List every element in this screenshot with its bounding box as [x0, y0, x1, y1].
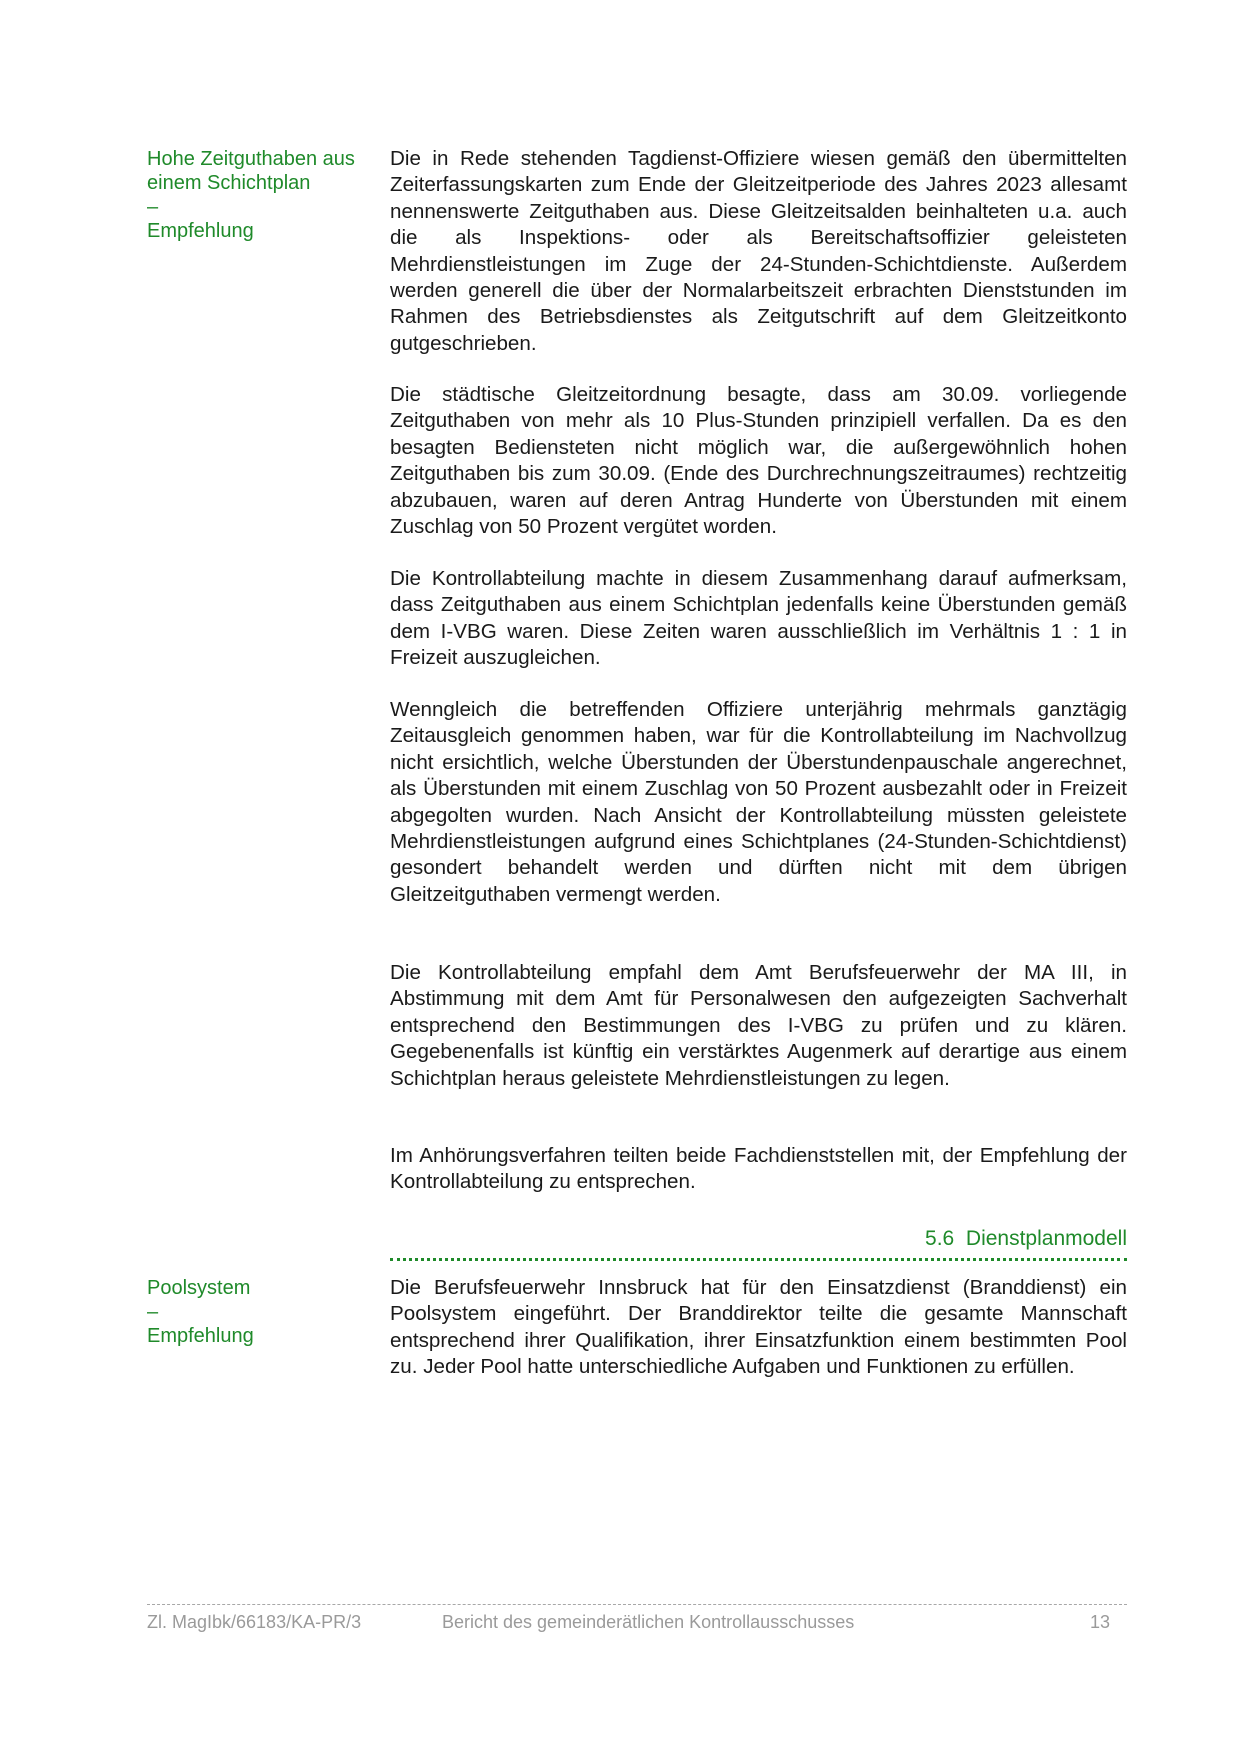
margin-note-line: Hohe Zeitguthaben aus [147, 148, 355, 170]
paragraph: Die städtische Gleitzeitordnung besagte, dass am 30.09. vorliegende Zeitguthaben von mehr als 10 Plus-Stunden prinzipiell verfallen. Da es den besagten Bediensteten nicht möglich war, die außergewöhnlich hohen Zeitguthaben bis zum 30.09. (Ende des Durchrechnungszeitraumes) rechtzeitig abzubauen, waren auf deren Antrag Hunderte von Überstunden mit einem Zuschlag von 50 Prozent vergütet worden. [390, 383, 1127, 539]
section-title: Dienstplanmodell [965, 1227, 1127, 1250]
footer-page-number: 13 [1089, 1612, 1110, 1632]
body-text-block-2 [390, 382, 1127, 540]
body-text-block-1 [390, 146, 1127, 357]
body-text-block-7 [390, 1275, 1127, 1381]
footer-divider [147, 1604, 1127, 1605]
margin-note-poolsystem [147, 1276, 377, 1348]
paragraph: Die in Rede stehenden Tagdienst-Offiziere wiesen gemäß den übermittelten Zeiterfassungskarten zum Ende der Gleitzeitperiode des Jahres 2023 allesamt nennenswerte Zeitguthaben aus. Diese Gleitzeitsalden beinhalteten u.a. auch die als Inspektions- oder als Bereitschaftsoffizier geleisteten Mehrdienstleistungen im Zuge der 24-Stunden-Schichtdienste. Außerdem werden generell die über der Normalarbeitszeit erbrachten Dienststunden im Rahmen des Betriebsdienstes als Zeitgutschrift auf dem Gleitzeitkonto gutgeschrieben. [390, 147, 1127, 355]
footer-report-title: Bericht des gemeinderätlichen Kontrollausschusses [442, 1612, 855, 1632]
section-heading [390, 1226, 1127, 1252]
margin-note-dash: – [147, 1301, 159, 1323]
paragraph: Im Anhörungsverfahren teilten beide Fachdienststellen mit, der Empfehlung der Kontrollabteilung zu entsprechen. [390, 1144, 1127, 1194]
margin-note-line: einem Schichtplan [147, 172, 311, 194]
paragraph: Die Kontrollabteilung empfahl dem Amt Berufsfeuerwehr der MA III, in Abstimmung mit dem Amt für Personalwesen den aufgezeigten Sachverhalt entsprechend den Bestimmungen des I-VBG zu prüfen und zu klären. Gegebenenfalls ist künftig ein verstärktes Augenmerk auf derartige aus einem Schichtplan heraus geleistete Mehrdienstleistungen zu legen. [390, 961, 1127, 1090]
margin-note-dash: – [147, 196, 159, 218]
section-number: 5.6 [925, 1227, 955, 1250]
margin-note-zeitguthaben [147, 147, 377, 243]
footer-reference: Zl. MagIbk/66183/KA-PR/3 [147, 1612, 362, 1632]
body-text-block-4 [390, 697, 1127, 908]
margin-note-line: Poolsystem [147, 1277, 251, 1299]
paragraph: Die Berufsfeuerwehr Innsbruck hat für den Einsatzdienst (Branddienst) ein Poolsystem eingeführt. Der Branddirektor teilte die gesamte Mannschaft entsprechend ihrer Qualifikation, ihrer Einsatzfunktion einem bestimmten Pool zu. Jeder Pool hatte unterschiedliche Aufgaben und Funktionen zu erfüllen. [390, 1276, 1127, 1379]
section-divider [390, 1258, 1127, 1261]
body-text-block-6 [390, 1143, 1127, 1196]
body-text-block-3 [390, 566, 1127, 672]
paragraph: Wenngleich die betreffenden Offiziere unterjährig mehrmals ganztägig Zeitausgleich genommen haben, war für die Kontrollabteilung im Nachvollzug nicht ersichtlich, welche Überstunden der Überstundenpauschale angerechnet, als Überstunden mit einem Zuschlag von 50 Prozent ausbezahlt oder in Freizeit abgegolten wurden. Nach Ansicht der Kontrollabteilung müssten geleistete Mehrdienstleistungen aufgrund eines Schichtplanes (24-Stunden-Schichtdienst) gesondert behandelt werden und dürften nicht mit dem übrigen Gleitzeitguthaben vermengt werden. [390, 698, 1127, 906]
paragraph: Die Kontrollabteilung machte in diesem Zusammenhang darauf aufmerksam, dass Zeitguthaben aus einem Schichtplan jedenfalls keine Überstunden gemäß dem I-VBG waren. Diese Zeiten waren ausschließlich im Verhältnis 1 : 1 in Freizeit auszugleichen. [390, 567, 1127, 670]
margin-note-line: Empfehlung [147, 1325, 254, 1347]
body-text-block-5 [390, 960, 1127, 1092]
margin-note-line: Empfehlung [147, 220, 254, 242]
